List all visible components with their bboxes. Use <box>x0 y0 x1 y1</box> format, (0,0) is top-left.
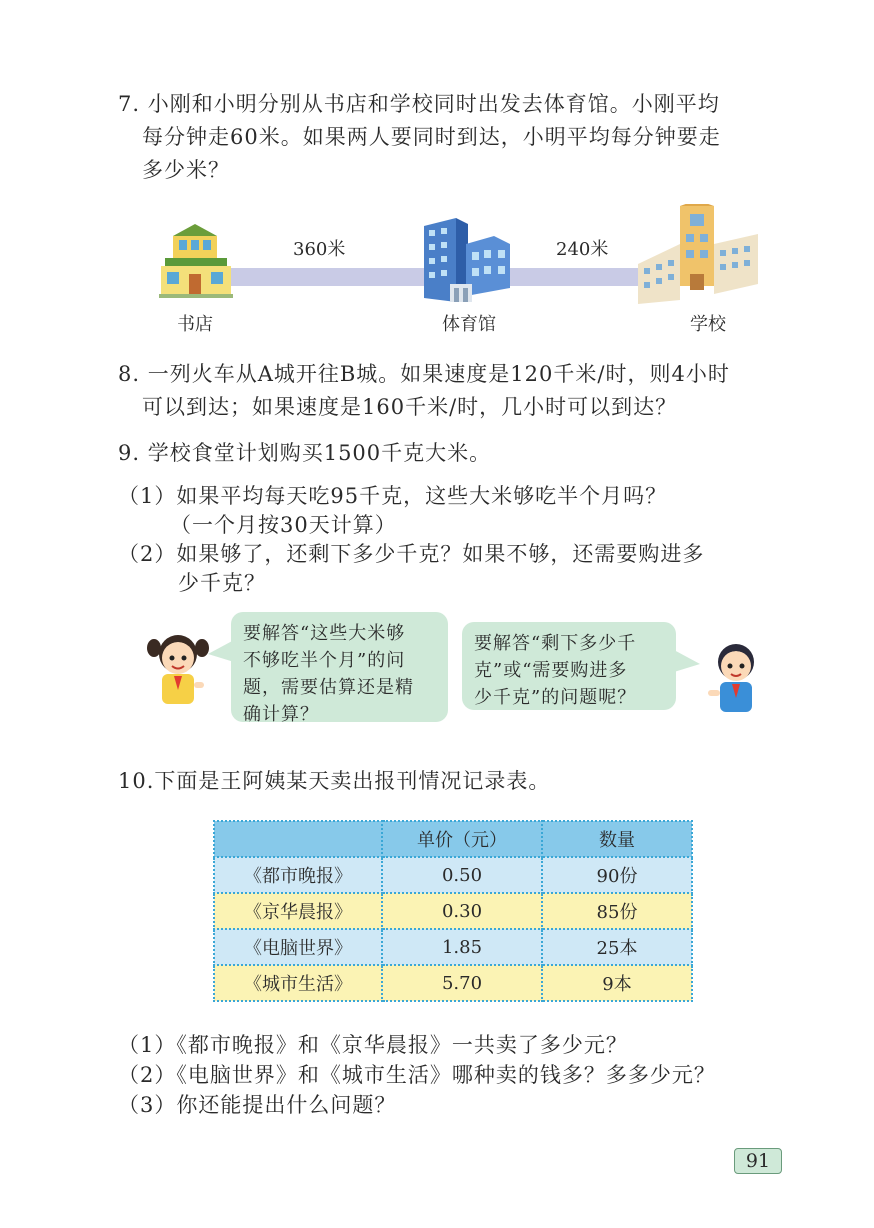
table-cell: 0.30 <box>382 893 542 929</box>
table-cell: 90份 <box>542 857 692 893</box>
table-header-cell: 数量 <box>542 821 692 857</box>
q10-question-1: （1）《都市晚报》和《京华晨报》一共卖了多少元？ <box>118 1033 628 1057</box>
q9-part1-line-1: （1）如果平均每天吃95千克，这些大米够吃半个月吗？ <box>118 484 668 508</box>
table-cell: 《京华晨报》 <box>214 893 382 929</box>
q7-line-1: 7. 小刚和小明分别从书店和学校同时出发去体育馆。小刚平均 <box>118 92 720 116</box>
boy-bubble-tail <box>674 650 700 676</box>
distance-left-label: 360米 <box>293 239 346 260</box>
sales-record-table <box>213 820 693 1002</box>
girl-bubble-line-1: 要解答“这些大米够 <box>243 623 406 644</box>
table-cell: 《电脑世界》 <box>214 929 382 965</box>
q10-intro: 10.下面是王阿姨某天卖出报刊情况记录表。 <box>118 769 551 793</box>
school-building-icon <box>636 204 762 308</box>
gym-building-icon <box>420 218 512 304</box>
table-header-row <box>214 821 692 857</box>
table-cell: 《都市晚报》 <box>214 857 382 893</box>
girl-bubble-line-4: 确计算？ <box>243 704 319 725</box>
school-label: 学校 <box>690 314 726 335</box>
bookstore-building-icon <box>155 222 235 300</box>
table-header-cell: 单价（元） <box>382 821 542 857</box>
q10-question-2: （2）《电脑世界》和《城市生活》哪种卖的钱多？多多少元？ <box>118 1063 716 1087</box>
table-row <box>214 929 692 965</box>
boy-speech-bubble <box>462 622 676 710</box>
distance-right-label: 240米 <box>556 239 609 260</box>
table-cell: 1.85 <box>382 929 542 965</box>
table-cell: 85份 <box>542 893 692 929</box>
girl-bubble-line-3: 题，需要估算还是精 <box>243 677 414 698</box>
boy-bubble-line-1: 要解答“剩下多少千 <box>474 633 637 654</box>
girl-bubble-line-2: 不够吃半个月”的问 <box>243 650 406 671</box>
road-right <box>505 268 645 286</box>
table-cell: 9本 <box>542 965 692 1001</box>
table-cell: 25本 <box>542 929 692 965</box>
table-cell: 0.50 <box>382 857 542 893</box>
table-header-cell <box>214 821 382 857</box>
boy-bubble-line-3: 少千克”的问题呢？ <box>474 687 637 708</box>
bookstore-label: 书店 <box>177 314 213 335</box>
girl-bubble-tail <box>208 640 234 666</box>
q9-intro: 9. 学校食堂计划购买1500千克大米。 <box>118 441 492 465</box>
q8-line-2: 可以到达；如果速度是160千米/时，几小时可以到达？ <box>142 395 678 419</box>
table-row <box>214 893 692 929</box>
boy-bubble-line-2: 克”或“需要购进多 <box>474 660 628 681</box>
q8-line-1: 8. 一列火车从A城开往B城。如果速度是120千米/时，则4小时 <box>118 362 730 386</box>
table-row <box>214 965 692 1001</box>
q9-part2-line-1: （2）如果够了，还剩下多少千克？如果不够，还需要购进多 <box>118 542 705 566</box>
q9-part2-line-2: 少千克？ <box>178 571 266 595</box>
girl-speech-bubble <box>231 612 448 725</box>
boy-student-icon <box>702 640 768 716</box>
table-row <box>214 857 692 893</box>
q9-part1-line-2: （一个月按30天计算） <box>170 513 397 537</box>
road-left <box>225 268 430 286</box>
q7-line-2: 每分钟走60米。如果两人要同时到达，小明平均每分钟要走 <box>142 125 721 149</box>
table-cell: 《城市生活》 <box>214 965 382 1001</box>
q10-question-3: （3）你还能提出什么问题？ <box>118 1093 397 1117</box>
page-number: 91 <box>734 1148 782 1174</box>
q7-line-3: 多少米？ <box>142 158 230 182</box>
girl-student-icon <box>144 630 212 710</box>
table-cell: 5.70 <box>382 965 542 1001</box>
gym-label: 体育馆 <box>442 314 496 335</box>
